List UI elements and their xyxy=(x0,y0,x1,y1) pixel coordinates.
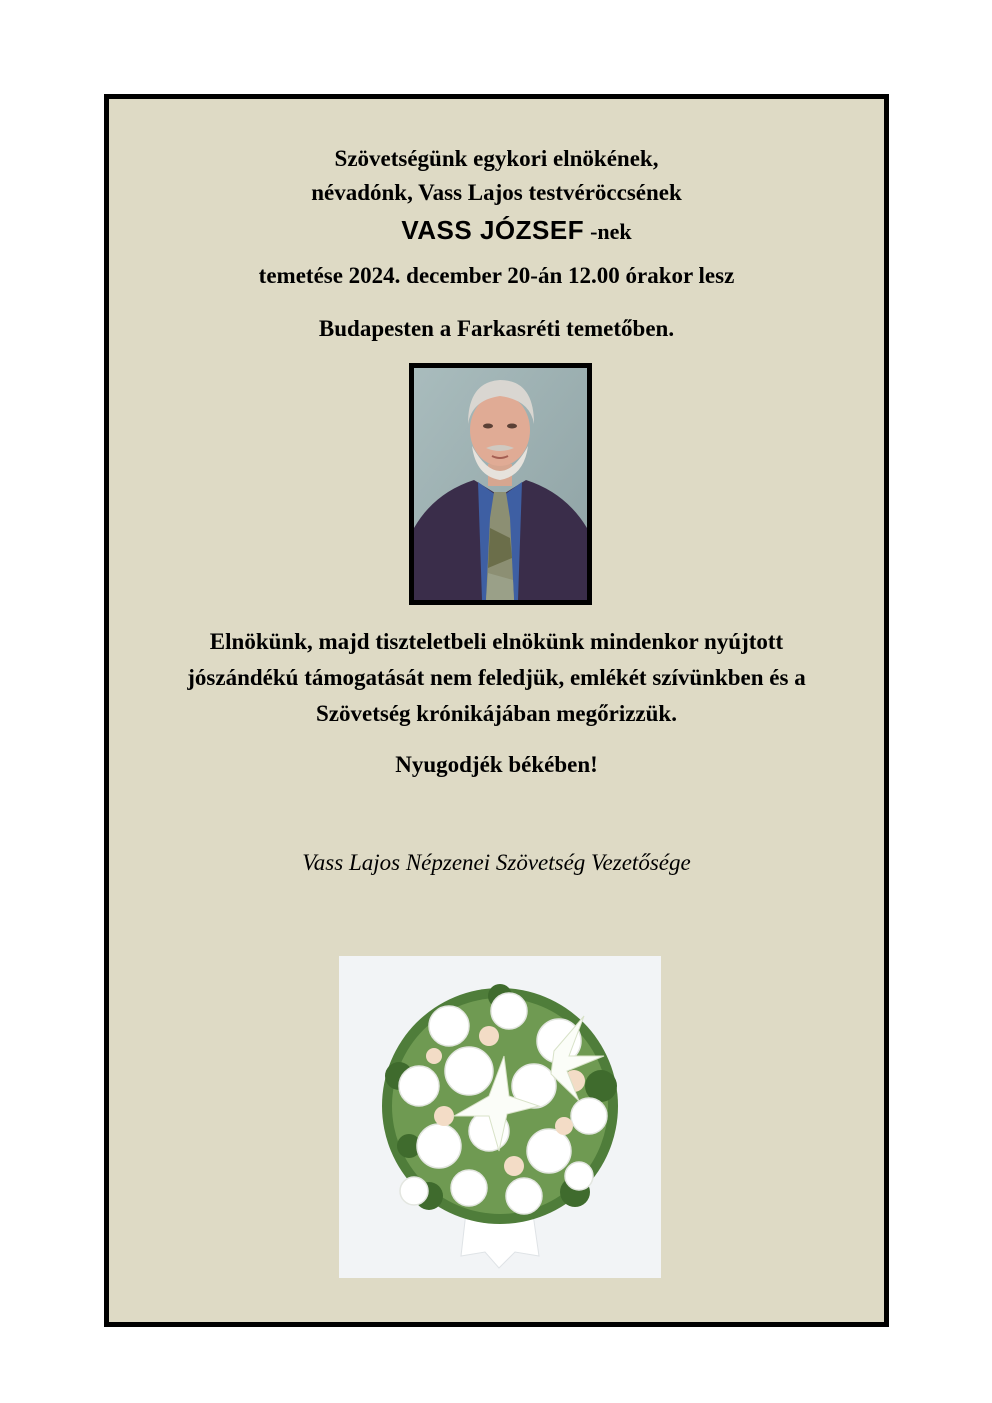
deceased-name-line xyxy=(109,217,884,243)
signature-line: Vass Lajos Népzenei Szövetség Vezetősége xyxy=(302,850,691,875)
funeral-place-line: Budapesten a Farkasréti temetőben. xyxy=(318,316,675,341)
tribute-paragraph xyxy=(109,624,884,732)
name-suffix: -nek xyxy=(590,219,632,244)
tribute-line-3: Szövetség krónikájában megőrizzük. xyxy=(316,701,677,726)
flower-wreath-image xyxy=(339,956,661,1278)
tribute-line-1: Elnökünk, majd tiszteletbeli elnökünk mindenkor nyújtott xyxy=(209,629,784,654)
portrait-photo xyxy=(409,363,592,605)
intro-line-2: névadónk, Vass Lajos testvéröccsének xyxy=(311,180,682,205)
portrait-image xyxy=(414,368,587,600)
deceased-name: VASS JÓZSEF xyxy=(401,215,585,245)
tribute-line-2: jószándékú támogatását nem feledjük, emlékét szívünkben és a xyxy=(187,665,806,690)
funeral-date-line: temetése 2024. december 20-án 12.00 órakor lesz xyxy=(258,263,735,288)
rest-in-peace-line: Nyugodjék békében! xyxy=(395,752,598,777)
flower-wreath-illustration xyxy=(339,956,661,1278)
memorial-notice-frame xyxy=(104,94,889,1327)
intro-line-1: Szövetségünk egykori elnökének, xyxy=(334,146,659,171)
